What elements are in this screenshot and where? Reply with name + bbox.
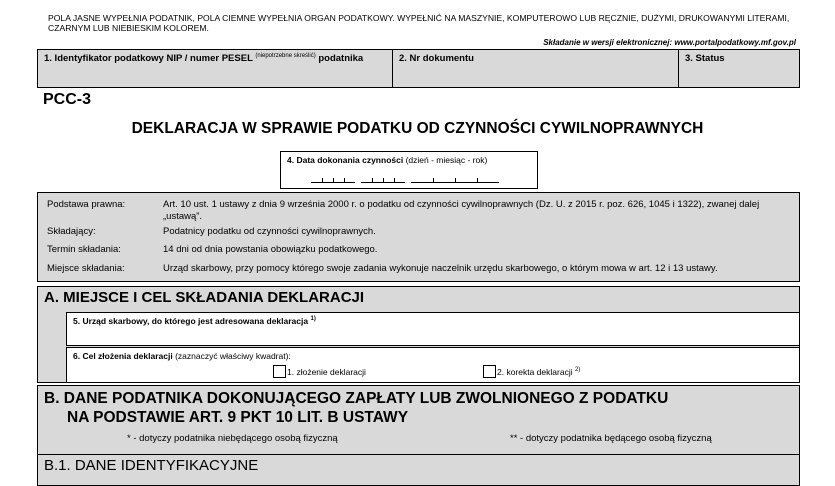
correction-option-label: 2. korekta deklaracji (497, 367, 573, 377)
legal-key: Podstawa prawna: (47, 199, 126, 210)
submission-option-label: 1. złożenie deklaracji (287, 367, 366, 377)
section-a (37, 286, 800, 383)
legal-value: Urząd skarbowy, przy pomocy którego swoje zadania wykonuje naczelnik urzędu skarbowego, o którym mowa w art. 12 i 13 ustawy. (163, 263, 718, 274)
status-label: 3. Status (685, 53, 725, 64)
tax-office-footnote: 1) (310, 316, 316, 323)
document-number-field (392, 49, 680, 88)
purpose-label: 6. Cel złożenia deklaracji (73, 351, 173, 361)
purpose-hint: (zaznaczyć właściwy kwadrat): (175, 351, 291, 361)
date-tick (322, 178, 323, 183)
submission-checkbox[interactable] (273, 365, 286, 378)
section-b1-title: B.1. DANE IDENTYFIKACYJNE (44, 457, 259, 474)
legal-value: 14 dni od dnia powstania obowiązku podatkowego. (163, 244, 378, 255)
natural-person-note: ** - dotyczy podatnika będącego osobą fizyczną (510, 433, 712, 444)
date-tick (372, 178, 373, 183)
correction-footnote: 2) (574, 367, 581, 374)
electronic-filing-note: Składanie w wersji elektronicznej: www.portalpodatkowy.mf.gov.pl (543, 38, 796, 47)
nip-pesel-suffix: podatnika (318, 53, 364, 65)
date-tick (383, 178, 384, 183)
section-b1 (37, 454, 800, 486)
correction-checkbox[interactable] (483, 365, 496, 378)
date-tick (433, 178, 434, 183)
date-tick (455, 178, 456, 183)
section-a-title: A. MIEJSCE I CEL SKŁADANIA DEKLARACJI (44, 289, 365, 306)
non-natural-person-note: * - dotyczy podatnika niebędącego osobą fizyczną (127, 433, 338, 444)
form-instruction: POLA JASNE WYPEŁNIA PODATNIK, POLA CIEMNE WYPEŁNIA ORGAN PODATKOWY. WYPEŁNIĆ NA MASZYNIE, KOMPUTEROWO LUB RĘCZNIE, DUŻYMI, DRUKOWANYMI LITERAMI, CZARNYM LUB NIEBIESKIM KOLOREM. (48, 13, 790, 33)
nip-pesel-label: 1. Identyfikator podatkowy NIP / numer PESEL (44, 53, 253, 65)
date-tick (344, 178, 345, 183)
nip-pesel-field[interactable] (37, 49, 394, 88)
section-b (37, 385, 800, 456)
status-field (678, 49, 800, 88)
legal-basis-box (37, 192, 800, 282)
date-of-transaction-field[interactable] (280, 151, 538, 189)
date-hint: (dzień - miesiąc - rok) (405, 155, 488, 165)
legal-key: Składający: (47, 226, 96, 237)
legal-key: Termin składania: (47, 244, 121, 255)
legal-value: Art. 10 ust. 1 ustawy z dnia 9 września 2000 r. o podatku od czynności cywilnoprawnych (Dz. U. z 2015 r. poz. 626, 1045 i 1322), zwanej dalej „ustawą”. (163, 199, 760, 222)
declaration-purpose-field (66, 347, 800, 383)
legal-key: Miejsce składania: (47, 263, 125, 274)
tax-office-label: 5. Urząd skarbowy, do którego jest adresowana deklaracja (73, 316, 309, 326)
date-tick (477, 178, 478, 183)
legal-value: Podatnicy podatku od czynności cywilnoprawnych. (163, 226, 376, 237)
form-code: PCC-3 (43, 91, 92, 108)
date-label: 4. Data dokonania czynności (287, 155, 404, 165)
form-title: DEKLARACJA W SPRAWIE PODATKU OD CZYNNOŚCI CYWILNOPRAWNYCH (131, 120, 704, 137)
tax-office-field[interactable] (66, 312, 800, 346)
date-tick (333, 178, 334, 183)
nip-pesel-note: (niepotrzebne skreślić) (255, 53, 316, 59)
section-b-title-line2: NA PODSTAWIE ART. 9 PKT 10 LIT. B USTAWY (67, 409, 409, 426)
section-b-title-line1: B. DANE PODATNIKA DOKONUJĄCEGO ZAPŁATY LUB ZWOLNIONEGO Z PODATKU (44, 390, 669, 407)
date-tick (394, 178, 395, 183)
document-number-label: 2. Nr dokumentu (399, 53, 474, 64)
